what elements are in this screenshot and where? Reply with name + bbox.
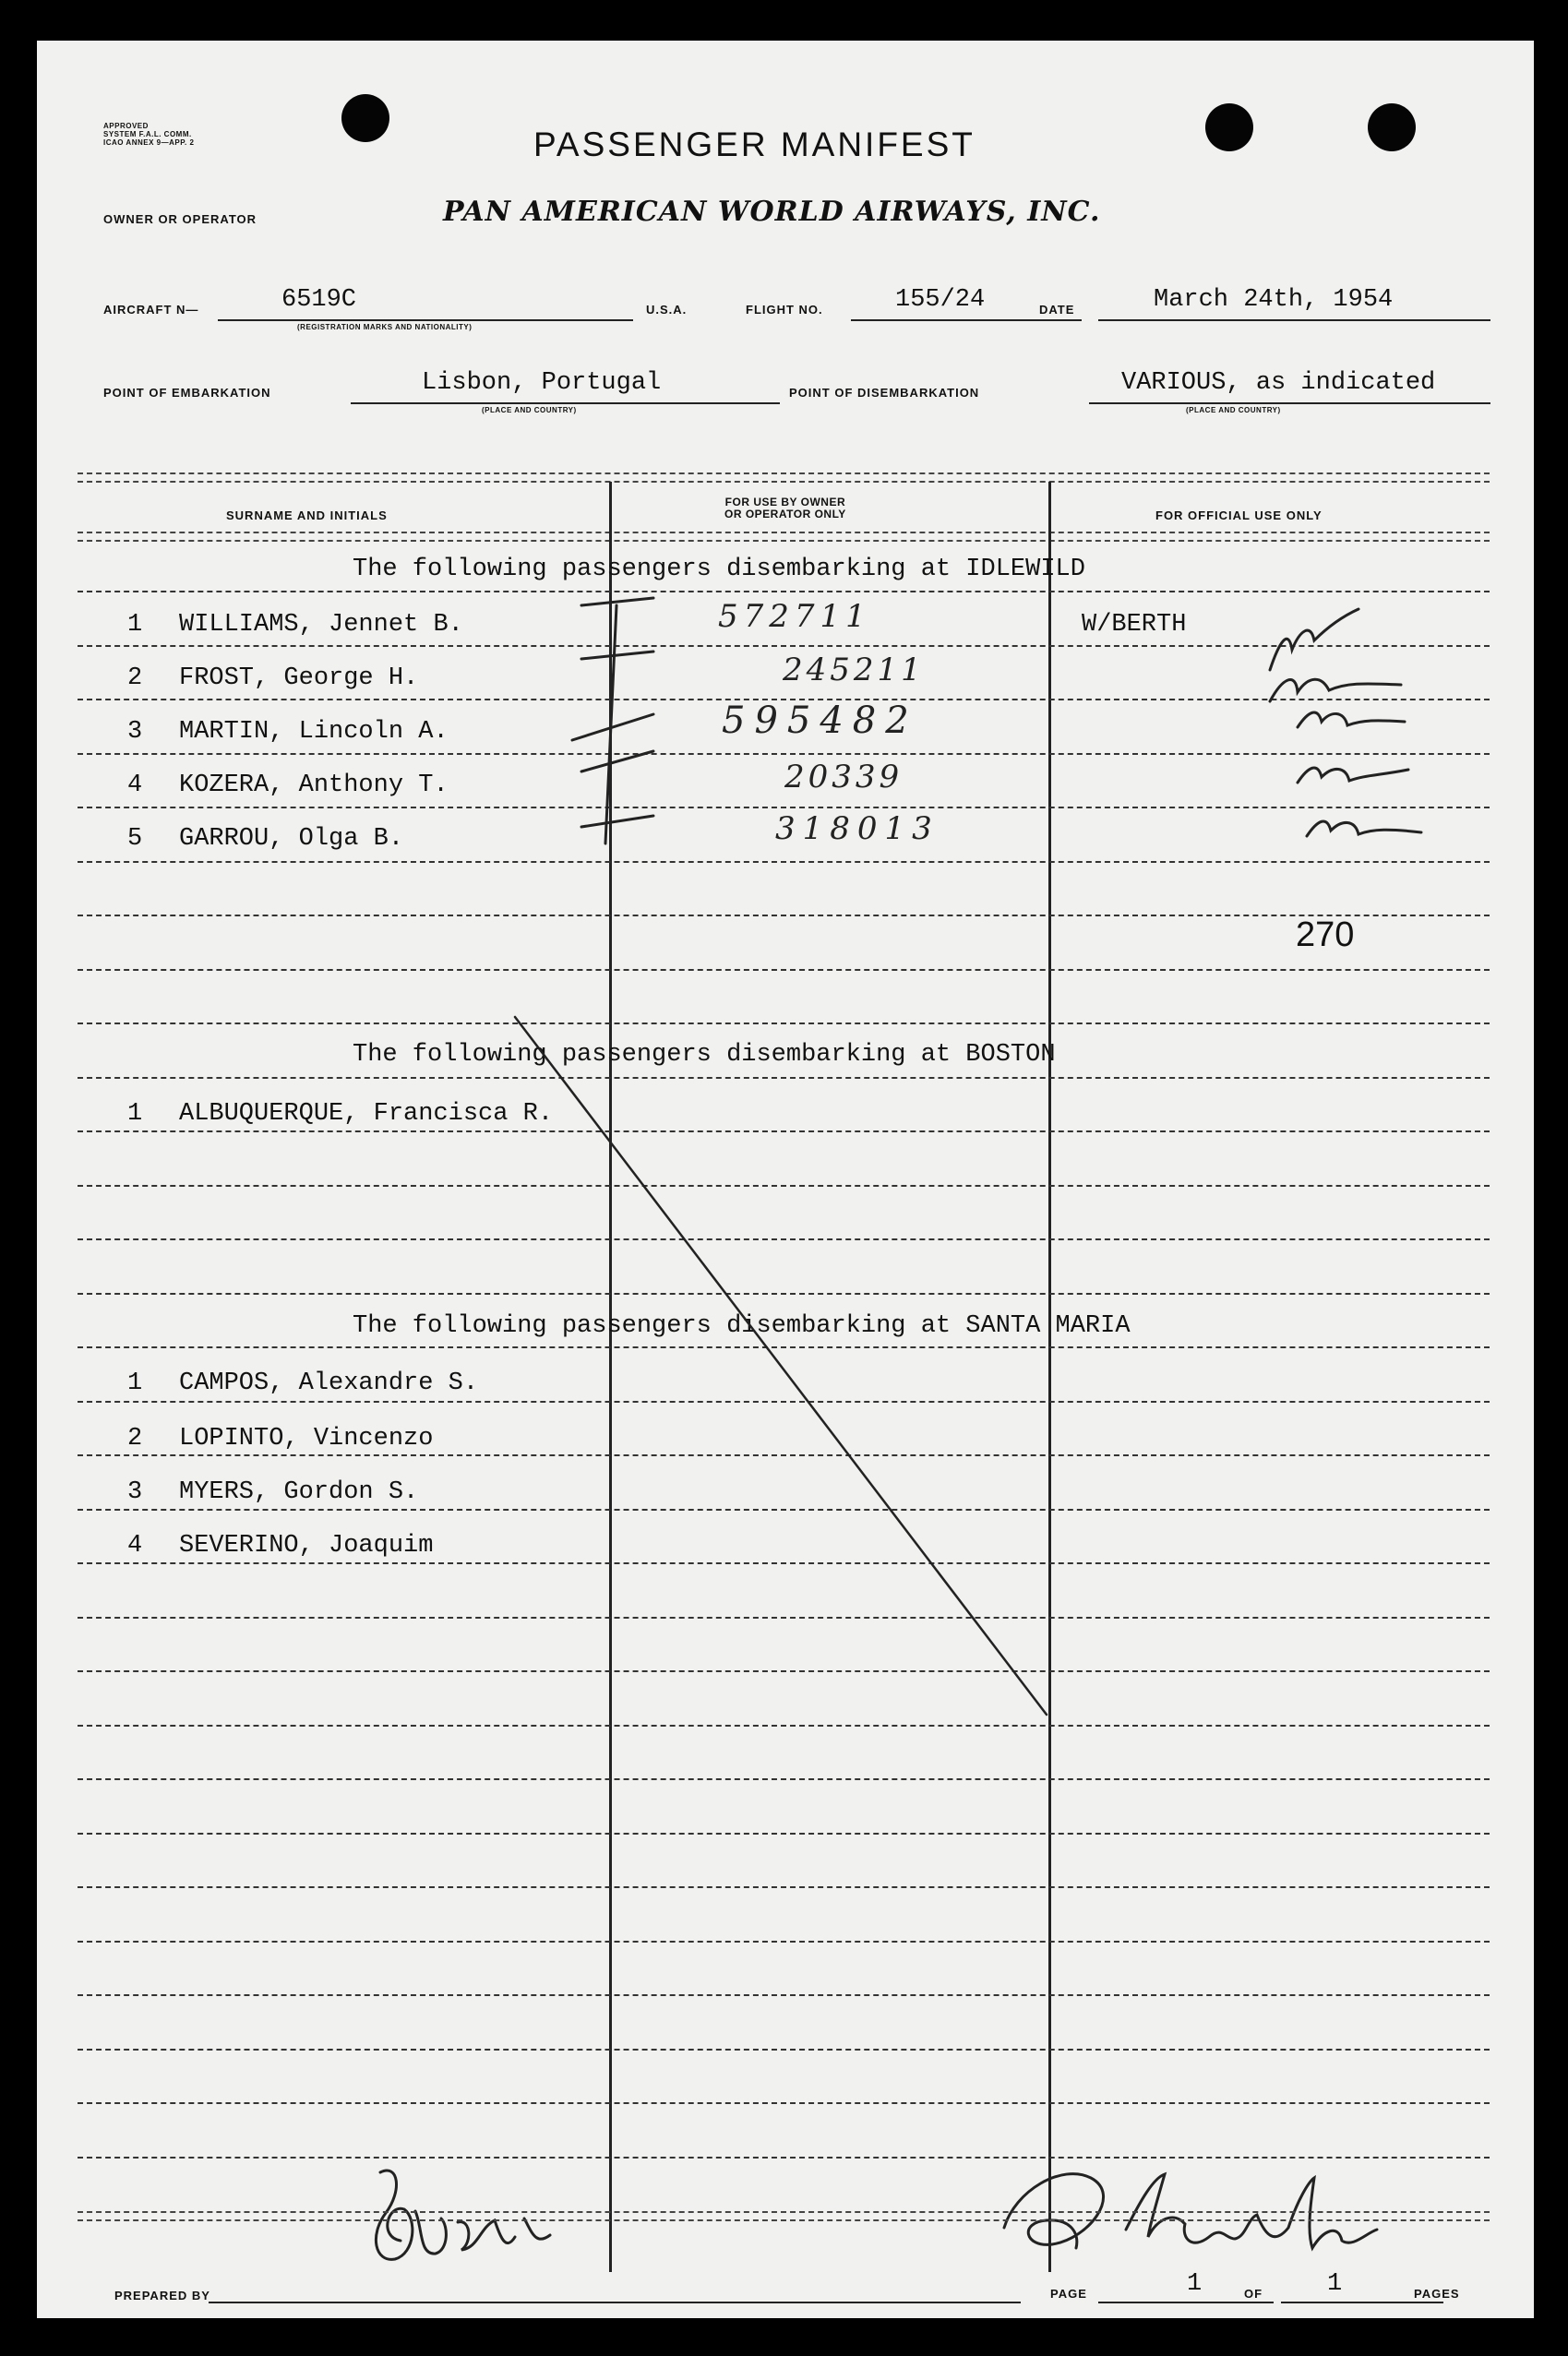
disembarkation-label: POINT OF DISEMBARKATION — [789, 386, 980, 400]
passenger-name: GARROU, Olga B. — [179, 825, 404, 853]
embarkation-label: POINT OF EMBARKATION — [103, 386, 271, 400]
row-number: 5 — [127, 825, 143, 853]
owner-handwritten-note: 572711 — [718, 598, 871, 635]
row-number: 1 — [127, 1100, 143, 1128]
check-initial-mark — [1270, 679, 1401, 701]
approval-line: SYSTEM F.A.L. COMM. — [103, 130, 192, 138]
usa-label: U.S.A. — [646, 303, 688, 317]
check-initial-mark — [1298, 768, 1408, 783]
passenger-name: MARTIN, Lincoln A. — [179, 718, 449, 746]
handwritten-marks — [37, 41, 1534, 2318]
row-number: 2 — [127, 664, 143, 692]
official-stamp-number: 270 — [1296, 915, 1355, 954]
owner-handwritten-note: 245211 — [783, 652, 925, 688]
embarkation-caption: (PLACE AND COUNTRY) — [482, 406, 577, 414]
row-number: 2 — [127, 1425, 143, 1453]
passenger-name: LOPINTO, Vincenzo — [179, 1425, 434, 1453]
section-heading-boston: The following passengers disembarking at BOSTON — [353, 1041, 1056, 1069]
row-number: 3 — [127, 718, 143, 746]
owner-handwritten-note: 20339 — [784, 759, 904, 795]
flight-value: 155/24 — [895, 286, 986, 314]
row-number: 4 — [127, 1532, 143, 1560]
owner-header-line: OR OPERATOR ONLY — [724, 508, 846, 520]
manifest-sheet — [37, 41, 1534, 2318]
passenger-name: SEVERINO, Joaquim — [179, 1532, 434, 1560]
check-initial-mark — [1307, 821, 1421, 836]
check-initial-mark — [1298, 712, 1405, 727]
passenger-name: ALBUQUERQUE, Francisca R. — [179, 1100, 554, 1128]
page-label: PAGE — [1050, 2287, 1087, 2301]
passenger-name: FROST, George H. — [179, 664, 419, 692]
tally-mark — [572, 714, 653, 740]
date-label: DATE — [1039, 303, 1075, 317]
page-title: PASSENGER MANIFEST — [533, 126, 976, 163]
passenger-name: CAMPOS, Alexandre S. — [179, 1369, 479, 1397]
approval-line: APPROVED — [103, 122, 149, 130]
tally-mark — [581, 751, 653, 771]
owner-handwritten-note: 318013 — [775, 810, 940, 847]
owner-header-line: FOR USE BY OWNER — [724, 496, 846, 508]
passenger-name: KOZERA, Anthony T. — [179, 771, 449, 799]
owner-value: PAN AMERICAN WORLD AIRWAYS, INC. — [443, 196, 1101, 228]
row-number: 4 — [127, 771, 143, 799]
row-number: 3 — [127, 1478, 143, 1506]
row-number: 1 — [127, 611, 143, 639]
aircraft-caption: (REGISTRATION MARKS AND NATIONALITY) — [297, 323, 473, 331]
column-official-header: FOR OFFICIAL USE ONLY — [1155, 508, 1323, 522]
flight-label: FLIGHT NO. — [746, 303, 823, 317]
row-number: 1 — [127, 1369, 143, 1397]
tally-mark — [581, 652, 653, 659]
check-initial-mark — [1270, 609, 1359, 670]
approval-line: ICAO ANNEX 9—APP. 2 — [103, 138, 195, 147]
disembarkation-value: VARIOUS, as indicated — [1121, 369, 1436, 397]
owner-handwritten-note: 595482 — [722, 700, 918, 742]
embarkation-value: Lisbon, Portugal — [422, 369, 662, 397]
tally-mark — [581, 816, 653, 827]
aircraft-value: 6519C — [281, 286, 357, 314]
aircraft-label: AIRCRAFT N— — [103, 303, 199, 317]
column-surname-header: SURNAME AND INITIALS — [226, 508, 388, 522]
passenger-name: MYERS, Gordon S. — [179, 1478, 419, 1506]
total-pages: 1 — [1327, 2270, 1343, 2298]
passenger-name: WILLIAMS, Jennet B. — [179, 611, 463, 639]
tally-mark — [581, 598, 653, 605]
pages-label: PAGES — [1414, 2287, 1460, 2301]
tally-mark — [605, 605, 616, 843]
official-note: W/BERTH — [1082, 611, 1187, 639]
owner-label: OWNER OR OPERATOR — [103, 212, 257, 226]
void-strike-line — [515, 1017, 1047, 1715]
of-label: OF — [1244, 2287, 1263, 2301]
section-heading-santa-maria: The following passengers disembarking at SANTA MARIA — [353, 1312, 1131, 1340]
prepared-by-label: PREPARED BY — [114, 2289, 210, 2302]
page-number: 1 — [1187, 2270, 1203, 2298]
disembarkation-caption: (PLACE AND COUNTRY) — [1186, 406, 1281, 414]
section-heading-idlewild: The following passengers disembarking at IDLEWILD — [353, 556, 1085, 583]
date-value: March 24th, 1954 — [1154, 286, 1394, 314]
